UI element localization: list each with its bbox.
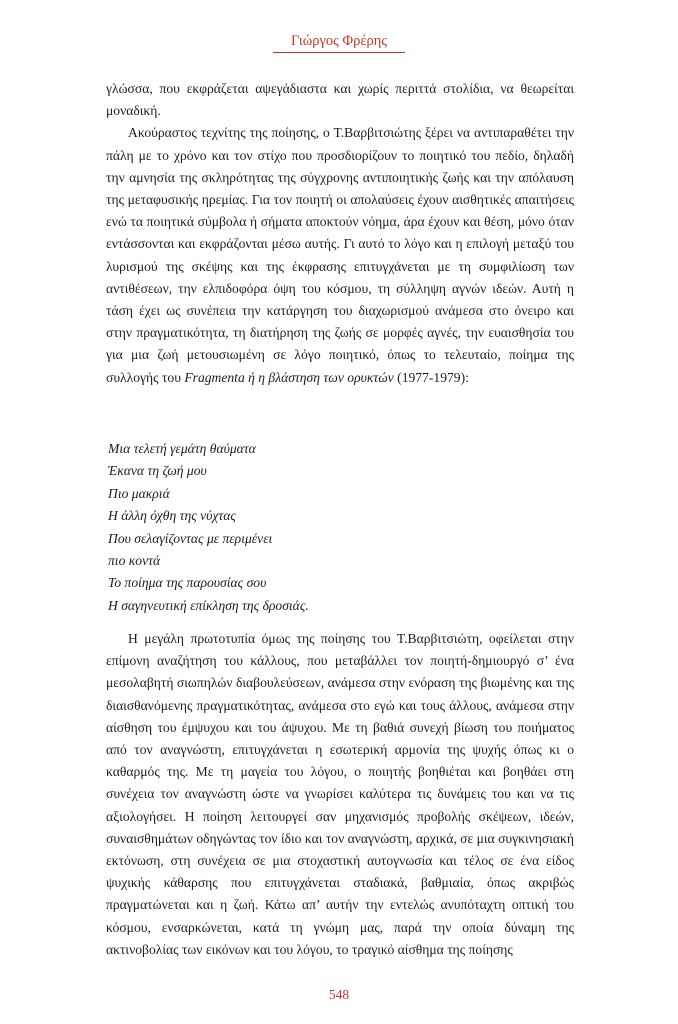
poem-line: πιο κοντά xyxy=(108,553,161,569)
page-number: 548 xyxy=(328,987,350,1002)
poem-line: Μια τελετή γεμάτη θαύματα xyxy=(108,441,256,456)
paragraph-body: Ακούραστος τεχνίτης της ποίησης, ο Τ.Βαρβιτσιώτης ξέρει να αντιπαραθέτει την πάλη με το χρόνο και τον στίχο που προσδιορίζουν το ποιητικό του πεδίο, δηλαδή την αμνησία της σκληρότητας της σύγχρονης αντιποιητικής ζωής και την απόλαυση της μεταφυσικής ηρεμίας. Για τον ποιητή οι απολαύσεις έχουν αισθητικές απαιτήσεις ενώ τα ποιητικά σύμβολα ή σήματα αποκτούν νόημα, άρα έχουν και θέση, μόνο όταν εντάσσονται και εκφράζονται μέσω αυτής. Γι αυτό το λόγο και η επιλογή μεταξύ του λυρισμού της σκέψης και της έκφρασης επιτυγχάνεται με τη συμφιλίωση των αντιθέσεων, την ελπιδοφόρα όψη του κόσμου, τη σύλληψη αγνών ιδεών. Αυτή η τάση έχει ως συνέπεια την κατάργηση του διαχωρισμού ανάμεσα στο όνειρο και στην πραγματικότητα, τη διατήρηση της ζωής σε μορφές αγνές, την ευαισθησία του για μια ζωή μετουσιωμένη σε λόγο ποιητικό, όπως το τελευταίο, ποίημα της συλλογής του xyxy=(106,125,574,385)
paragraph-continuation: γλώσσα, που εκφράζεται αψεγάδιαστα και χωρίς περιττά στολίδια, να θεωρείται μοναδική. xyxy=(106,81,574,119)
poem-line: Το ποίημα της παρουσίας σου xyxy=(108,575,267,591)
header-underline xyxy=(273,52,405,53)
paragraph-varvitsiotis-craft xyxy=(106,122,574,388)
poem-line: Πιο μακριά xyxy=(108,485,170,501)
poem-line: Η άλλη όχθη της νύχτας xyxy=(108,508,236,524)
paragraph-originality: Η μεγάλη πρωτοτυπία όμως της ποίησης του Τ.Βαρβιτσιώτη, οφείλεται στην επίμονη αναζήτηση του κάλλους, που μεταβάλλει τον ποιητή-δημιουργό σ’ ένα μεσολαβητή σιωπηλών διαβουλεύσεων, ανάμεσα στην ενόραση της βιωμένης και της διαισθανόμενης πραγματικότητας, ανάμεσα στο εγώ και τους άλλους, ανάμεσα στην αίσθηση του έμψυχου και του άψυχου. Με τη βαθιά συνεχή βίωση του ποιήματος από τον αναγνώστη, επιτυγχάνεται η εσωτερική αρμονία της ψυχής όπως κι ο καθαρμός της. Με τη μαγεία του λόγου, ο ποιητής βοηθιέται και βοηθάει στη συνέχεια τον αναγνώστη ώστε να γνωρίσει καλύτερα τις δυνάμεις του και να τις αξιολογήσει. Η ποίηση λειτουργεί σαν μηχανισμός προβολής σκέψεων, ιδεών, συναισθημάτων οδηγώντας τον ίδιο και τον αναγνώστη, αρχικά, σε μια συγκινησιακή εκτόνωση, στη συνέχεια σε μια στοχαστική αυτογνωσία και τέλος σε ένα είδος ψυχικής κάθαρσης που επιτυγχάνεται σταδιακά, βαθμιαία, όπως ακριβώς πραγματώνεται και η ζωή. Κάτω απ’ αυτήν την εντελώς ανυπόταχτη οπτική του κόσμου, ενσαρκώνεται, κατά τη γνώμη μας, παρά την οποία δύναμη της ακτινοβολίας των εικόνων και του λόγου, το τραγικό αίσθημα της ποίησης xyxy=(106,631,574,957)
poem-quotation xyxy=(108,438,508,617)
running-header xyxy=(0,32,678,53)
poem-line: Έκανα τη ζωή μου xyxy=(108,463,207,479)
text-block-top xyxy=(106,78,574,389)
poem-line: Που σελαγίζοντας με περιμένει xyxy=(108,530,273,546)
poem-line: Η σαγηνευτική επίκληση της δροσιάς. xyxy=(108,597,309,613)
text-block-bottom xyxy=(106,628,574,961)
book-title: Fragmenta ή η βλάστηση των ορυκτών xyxy=(184,369,394,385)
author-name: Γιώργος Φρέρης xyxy=(290,33,388,49)
book-years: (1977-1979): xyxy=(397,369,469,385)
